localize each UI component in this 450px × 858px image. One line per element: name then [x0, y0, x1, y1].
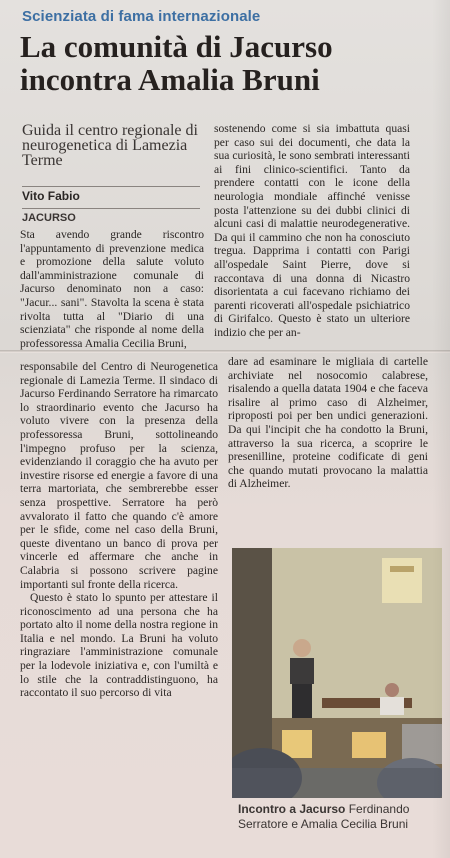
event-photo	[232, 548, 442, 798]
article-subheading: Guida il centro regionale di neurogenetica di Lamezia Terme	[22, 122, 198, 169]
article-column-2	[214, 122, 410, 340]
article-dateline: JACURSO	[22, 208, 200, 224]
column-4-text: dare ad esaminare le migliaia di cartelle archiviate nel nosocomio calabrese, risalendo a quella datata 1904 e che faceva risalire al primo caso di Alzheimer, riproposti poi per ben undici generazioni. Da qui l'incipit che ha condotto la Bruni, attraverso la sua ricerca, a scoprire le presenilline, proteine codificate di geni che quando mutati provocano la malattia di Alzheimer.	[228, 355, 428, 491]
column-3-paragraph-2: Questo è stato lo spunto per attestare il riconoscimento ad una persona che ha portato alto il nome della nostra regione in Italia e nel mondo. La Bruni ha voluto ringraziare l'amministrazione comunale per la lodevole iniziativa e, con l'umiltà e lo stile che la contraddistinguono, ha raccontato il suo percorso di vita	[20, 591, 218, 700]
caption-text: Ferdinando Serratore e Amalia Cecilia Bruni	[238, 802, 410, 831]
article-column-3	[20, 360, 218, 700]
column-3-text: responsabile del Centro di Neurogenetica regionale di Lamezia Terme. Il sindaco di Jacurso Ferdinando Serratore ha rimarcato lo straordinario evento che Jacurso ha voluto vivere con la presenza della professoressa Bruni, sottolineando l'impegno profuso per la scienza, evidenziando il coraggio che ha avuto per investire risorse ed energie a favore di una terra martoriata, che sembrerebbe esser senza prospettive. Serratore ha però avvalorato il fatto che quando c'è amore per le sfide, come nel caso della Bruni, queste diventano un banco di prova per vincerle ed affermare che anche in Calabria si possono scrivere pagine importanti sul fronte della ricerca.	[20, 360, 218, 591]
article-column-4	[228, 355, 428, 491]
photo-caption	[238, 802, 446, 832]
page-edge-shadow	[432, 0, 450, 858]
article-author: Vito Fabio	[22, 186, 200, 203]
column-1-text: Sta avendo grande riscontro l'appuntamento di prevenzione medica e promozione della salute voluto dall'amministrazione comunale di Jacurso denominato non a caso: "Jacur... sani". Stavolta la scena è stata rivolta tutta al "Diario di una scienziata" che risponde al nome della professoressa Amalia Cecilia Bruni,	[20, 228, 204, 350]
article-kicker: Scienziata di fama internazionale	[22, 8, 261, 25]
event-photo-illustration	[232, 548, 442, 798]
article-column-1	[20, 228, 204, 350]
caption-title: Incontro a Jacurso	[238, 802, 349, 816]
page-fold	[0, 350, 450, 353]
column-2-text: sostenendo come si sia imbattuta quasi per caso sui dei documenti, che data la sua curiosità, le sono sembrati interessanti ai fini clinico-scientifici. Tanto da prendere contatti con le icone della neurologia mondiale affinché venisse posta l'attenzione su dei dubbi clinici di alcuni casi di malattie neurodegenerative. Da qui il cammino che non ha conosciuto tregua. Dapprima i contatti con Parigi all'ospedale Saint Pierre, dove si raccontava di una donna di Nicastro disorientata a cui facevano richiamo dei parenti ricoverati all'ospedale psichiatrico di Girifalco. Questo è stato un ulteriore indizio che per an-	[214, 122, 410, 339]
article-headline: La comunità di Jacurso incontra Amalia Bruni	[20, 29, 333, 97]
